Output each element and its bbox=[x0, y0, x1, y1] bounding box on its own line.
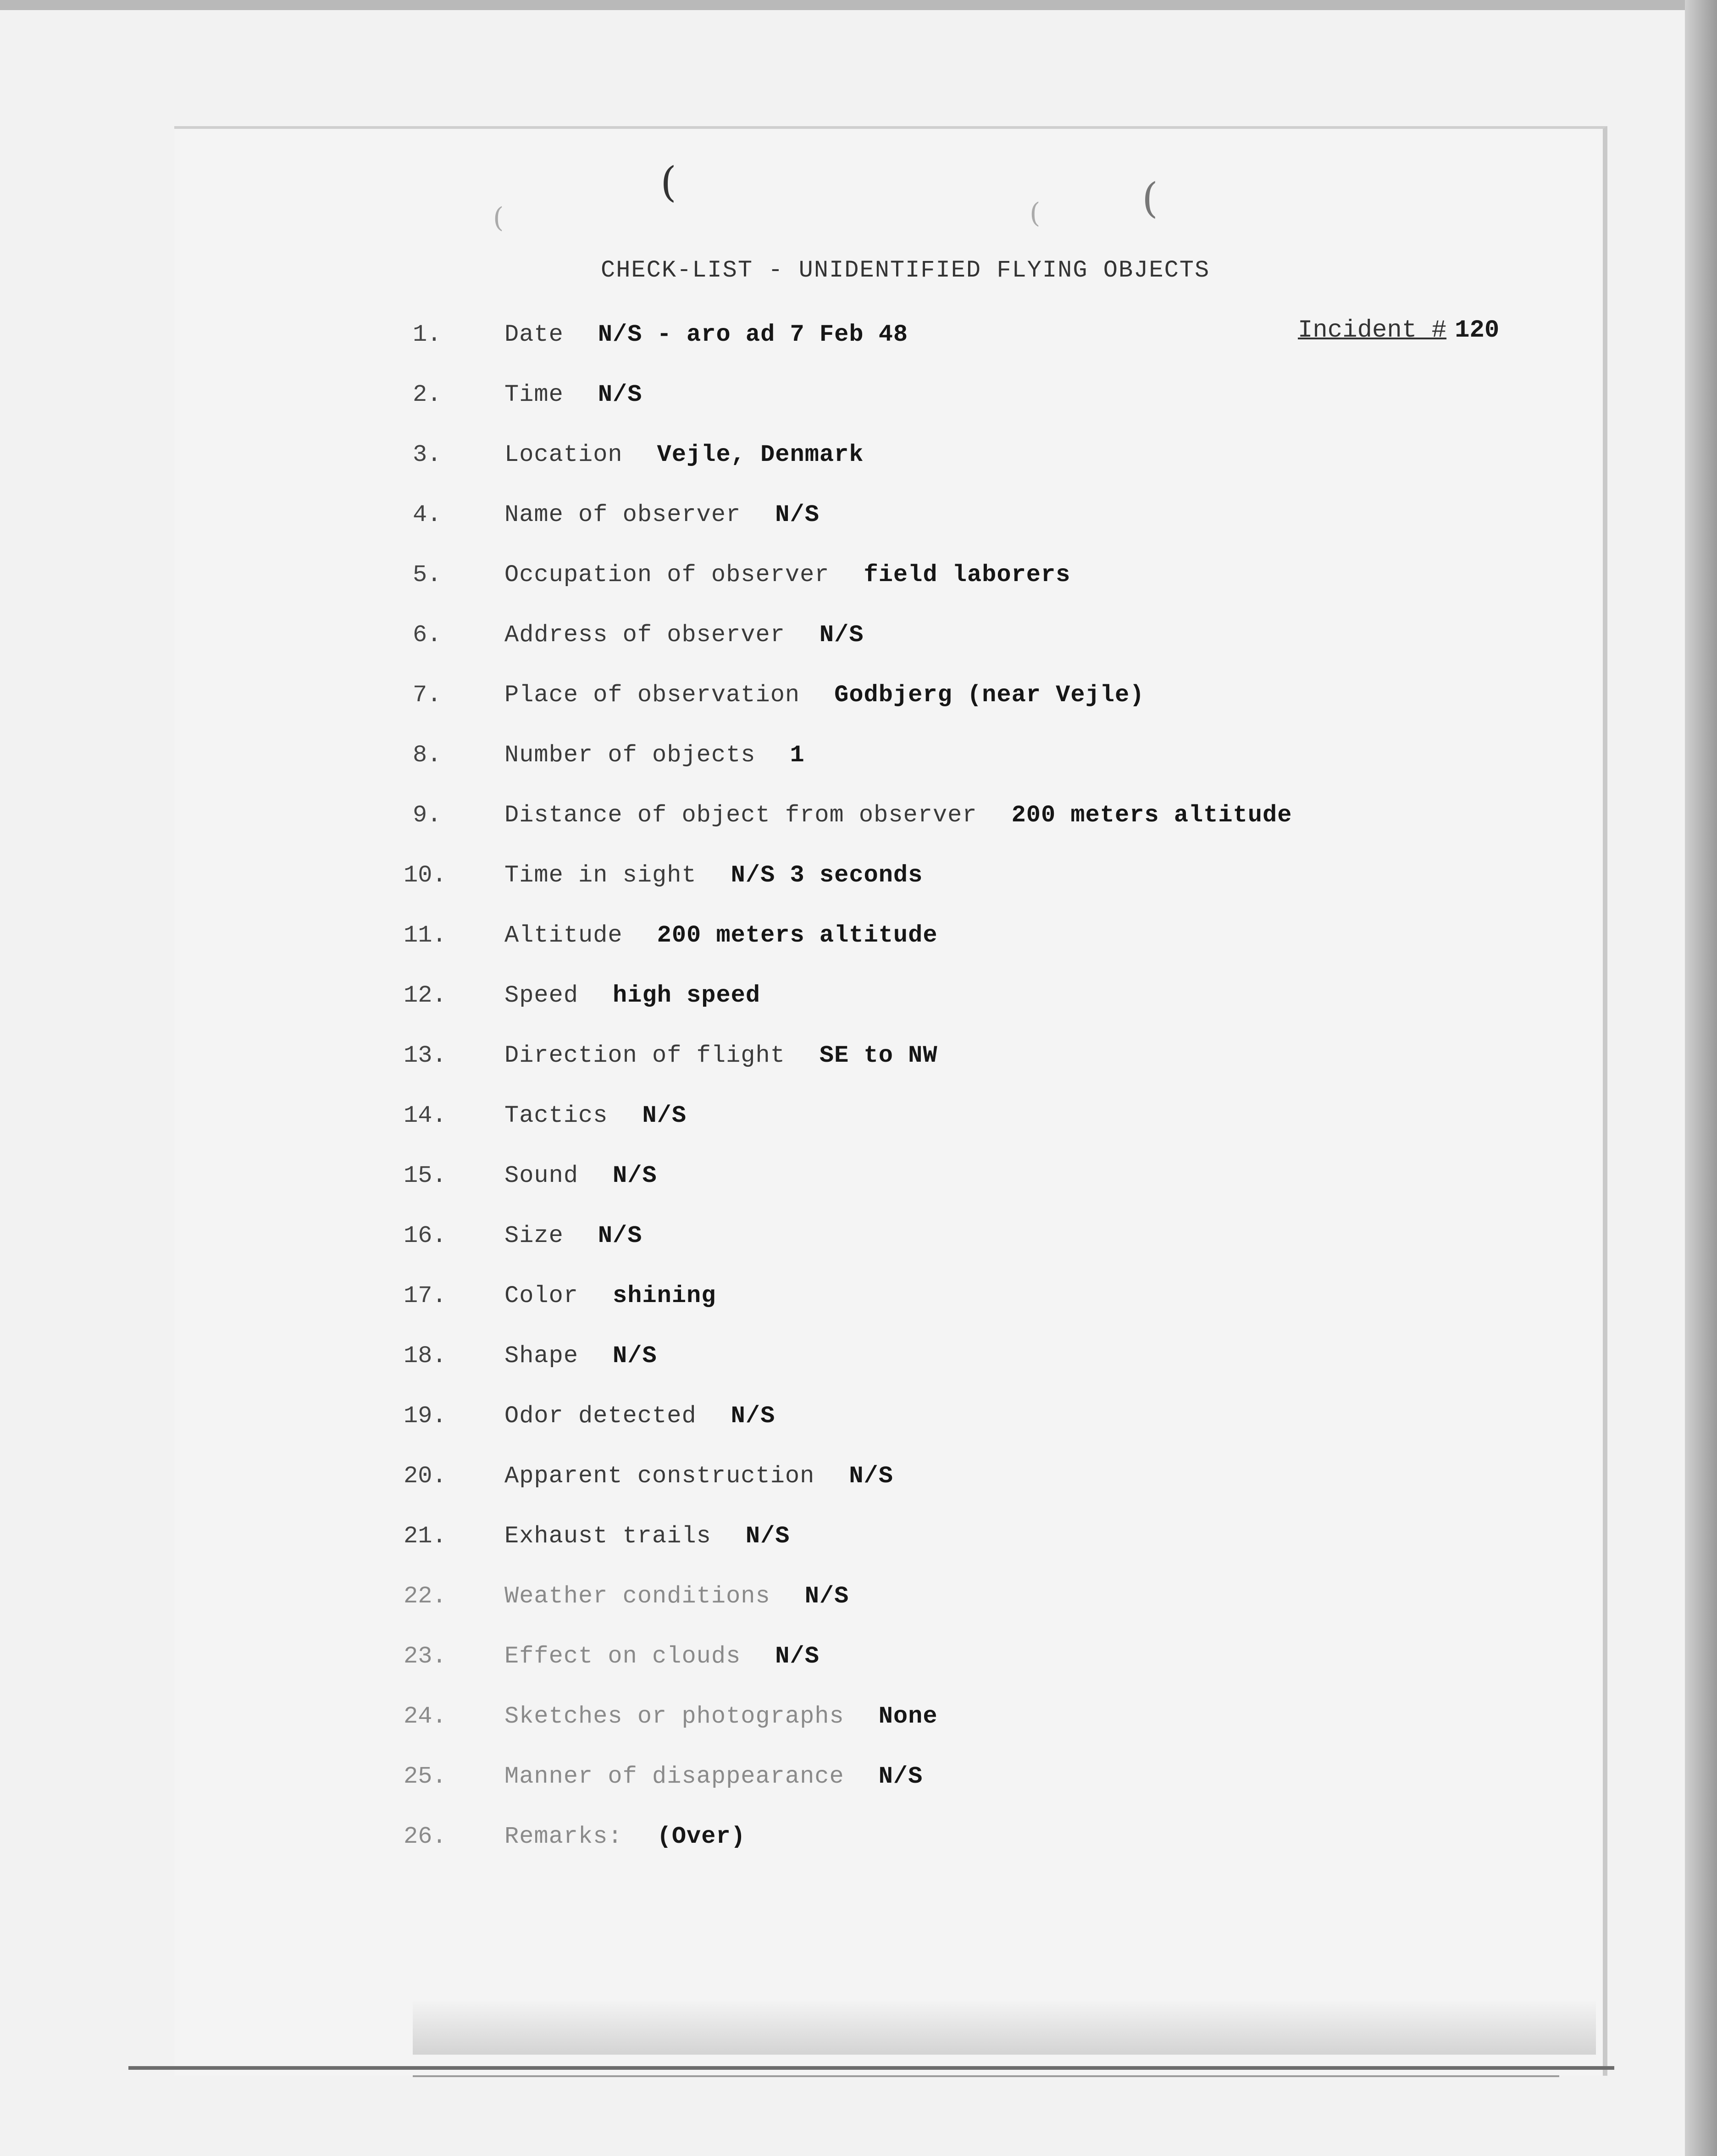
item-label bbox=[504, 501, 820, 529]
item-number: 9. bbox=[413, 802, 442, 829]
item-label bbox=[504, 1282, 716, 1310]
item-answer: N/S bbox=[849, 1463, 893, 1490]
item-number: 2. bbox=[413, 381, 442, 408]
item-number: 10. bbox=[404, 862, 447, 889]
item-label-text: Altitude bbox=[504, 922, 623, 949]
item-label bbox=[504, 1523, 790, 1550]
item-label-text: Sketches or photographs bbox=[504, 1703, 844, 1730]
item-answer: shining bbox=[613, 1282, 716, 1309]
item-label bbox=[504, 802, 1292, 829]
item-label-text: Time in sight bbox=[504, 862, 697, 889]
item-label bbox=[504, 682, 1144, 709]
item-number: 1. bbox=[413, 321, 442, 348]
incident-number bbox=[1298, 316, 1499, 344]
item-label-text: Manner of disappearance bbox=[504, 1763, 844, 1790]
item-label bbox=[504, 1102, 687, 1130]
item-label bbox=[504, 1643, 820, 1670]
item-answer: N/S bbox=[775, 1643, 820, 1670]
item-answer: N/S bbox=[745, 1523, 790, 1550]
item-answer: N/S bbox=[775, 501, 820, 528]
item-label bbox=[504, 922, 938, 949]
item-label bbox=[504, 1583, 849, 1610]
item-answer: N/S bbox=[819, 621, 864, 648]
item-label bbox=[504, 1342, 657, 1370]
item-answer: N/S 3 seconds bbox=[731, 862, 923, 889]
item-label bbox=[504, 561, 1070, 589]
bottom-rule bbox=[128, 2066, 1614, 2070]
item-label bbox=[504, 862, 923, 889]
item-label-text: Tactics bbox=[504, 1102, 608, 1129]
item-label bbox=[504, 1222, 642, 1250]
item-label bbox=[504, 1162, 657, 1190]
item-number: 4. bbox=[413, 501, 442, 528]
item-answer: None bbox=[878, 1703, 938, 1730]
item-label-text: Time bbox=[504, 381, 564, 408]
item-label-text: Location bbox=[504, 441, 623, 468]
item-number: 19. bbox=[404, 1402, 447, 1430]
item-label bbox=[504, 441, 864, 469]
punch-hole-mark-right: ( bbox=[1142, 174, 1158, 222]
item-label-text: Place of observation bbox=[504, 682, 800, 709]
item-label-text: Apparent construction bbox=[504, 1463, 815, 1490]
item-label-text: Weather conditions bbox=[504, 1583, 770, 1610]
item-label bbox=[504, 1042, 938, 1070]
item-label-text: Occupation of observer bbox=[504, 561, 830, 588]
item-label bbox=[504, 1823, 746, 1851]
item-answer: N/S - aro ad 7 Feb 48 bbox=[598, 321, 908, 348]
item-label-text: Exhaust trails bbox=[504, 1523, 711, 1550]
item-answer: Godbjerg (near Vejle) bbox=[834, 682, 1145, 709]
incident-value: 120 bbox=[1455, 316, 1500, 344]
incident-label: Incident # bbox=[1298, 316, 1447, 344]
punch-hole-mark-left: ( bbox=[660, 158, 677, 206]
item-label-text: Effect on clouds bbox=[504, 1643, 741, 1670]
item-answer: N/S bbox=[613, 1162, 657, 1189]
item-answer: high speed bbox=[613, 982, 761, 1009]
item-number: 25. bbox=[404, 1763, 447, 1790]
item-answer: N/S bbox=[598, 381, 642, 408]
item-label-text: Remarks: bbox=[504, 1823, 623, 1850]
item-answer: N/S bbox=[804, 1583, 849, 1610]
item-label bbox=[504, 321, 908, 349]
item-label-text: Shape bbox=[504, 1342, 579, 1369]
item-answer: N/S bbox=[878, 1763, 923, 1790]
right-edge bbox=[1685, 0, 1717, 2156]
item-number: 13. bbox=[404, 1042, 447, 1069]
item-label-text: Number of objects bbox=[504, 742, 756, 769]
item-label bbox=[504, 621, 864, 649]
item-number: 18. bbox=[404, 1342, 447, 1369]
top-edge bbox=[0, 0, 1717, 10]
item-number: 22. bbox=[404, 1583, 447, 1610]
item-label-text: Address of observer bbox=[504, 621, 785, 648]
item-answer: N/S bbox=[598, 1222, 642, 1249]
item-number: 26. bbox=[404, 1823, 447, 1850]
item-answer: SE to NW bbox=[819, 1042, 938, 1069]
margin-mark: ( bbox=[1030, 197, 1041, 229]
item-label-text: Color bbox=[504, 1282, 579, 1309]
item-answer: N/S bbox=[613, 1342, 657, 1369]
page-title: CHECK-LIST - UNIDENTIFIED FLYING OBJECTS bbox=[601, 257, 1210, 284]
item-label-text: Direction of flight bbox=[504, 1042, 785, 1069]
item-answer: N/S bbox=[731, 1402, 775, 1430]
item-label-text: Odor detected bbox=[504, 1402, 697, 1430]
item-answer: 200 meters altitude bbox=[657, 922, 938, 949]
bottom-rule-secondary bbox=[413, 2075, 1559, 2077]
item-number: 16. bbox=[404, 1222, 447, 1249]
bottom-shadow bbox=[413, 2000, 1596, 2055]
item-number: 15. bbox=[404, 1162, 447, 1189]
item-number: 6. bbox=[413, 621, 442, 648]
item-number: 20. bbox=[404, 1463, 447, 1490]
item-answer: N/S bbox=[642, 1102, 687, 1129]
item-number: 17. bbox=[404, 1282, 447, 1309]
item-label-text: Size bbox=[504, 1222, 564, 1249]
item-number: 23. bbox=[404, 1643, 447, 1670]
item-label bbox=[504, 1763, 923, 1790]
item-number: 14. bbox=[404, 1102, 447, 1129]
item-answer: Vejle, Denmark bbox=[657, 441, 864, 468]
item-answer: field laborers bbox=[864, 561, 1071, 588]
item-label-text: Sound bbox=[504, 1162, 579, 1189]
item-label-text: Speed bbox=[504, 982, 579, 1009]
item-label bbox=[504, 742, 805, 769]
item-number: 8. bbox=[413, 742, 442, 769]
item-label bbox=[504, 381, 642, 409]
item-label bbox=[504, 1703, 938, 1730]
item-answer: (Over) bbox=[657, 1823, 746, 1850]
item-answer: 200 meters altitude bbox=[1011, 802, 1292, 829]
item-answer: 1 bbox=[790, 742, 805, 769]
item-number: 3. bbox=[413, 441, 442, 468]
item-number: 11. bbox=[404, 922, 447, 949]
margin-mark: ( bbox=[493, 202, 504, 234]
item-label bbox=[504, 1402, 775, 1430]
item-label-text: Date bbox=[504, 321, 564, 348]
item-number: 7. bbox=[413, 682, 442, 709]
item-label-text: Distance of object from observer bbox=[504, 802, 977, 829]
item-number: 12. bbox=[404, 982, 447, 1009]
item-label bbox=[504, 1463, 893, 1490]
item-label bbox=[504, 982, 760, 1009]
item-number: 5. bbox=[413, 561, 442, 588]
item-number: 21. bbox=[404, 1523, 447, 1550]
item-label-text: Name of observer bbox=[504, 501, 741, 528]
item-number: 24. bbox=[404, 1703, 447, 1730]
